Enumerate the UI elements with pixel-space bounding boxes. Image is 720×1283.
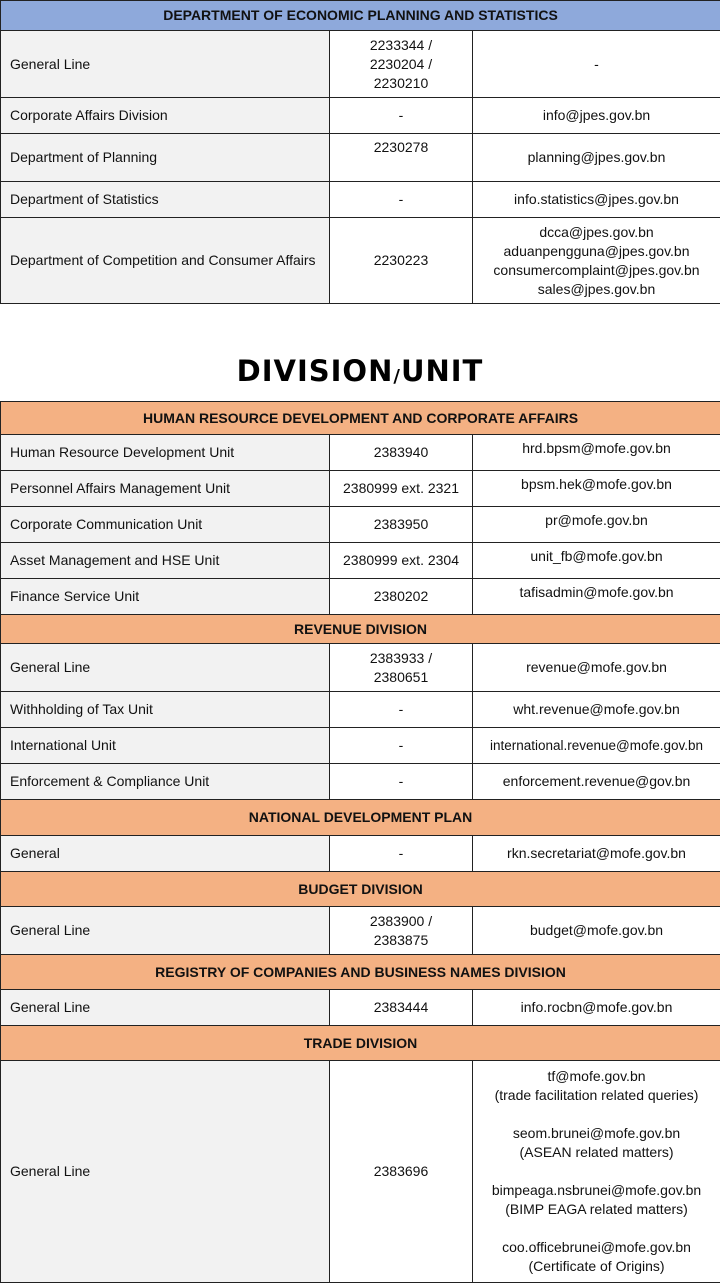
email-address[interactable]: hrd.bpsm@mofe.gov.bn xyxy=(473,435,720,471)
table-row xyxy=(1,728,720,764)
unit-name: General Line xyxy=(1,907,330,955)
table-row xyxy=(1,907,720,955)
section-header: REGISTRY OF COMPANIES AND BUSINESS NAMES DIVISION xyxy=(1,955,720,990)
phone-number: - xyxy=(330,764,473,800)
unit-name: General Line xyxy=(1,1061,330,1283)
email-address[interactable]: pr@mofe.gov.bn xyxy=(473,507,720,543)
phone-number: 2383900 / 2383875 xyxy=(330,907,473,955)
phone-number: - xyxy=(330,728,473,764)
phone-number: - xyxy=(330,836,473,872)
email-address[interactable]: international.revenue@mofe.gov.bn xyxy=(473,728,720,764)
phone-number: 2230223 xyxy=(330,218,473,304)
email-address[interactable]: budget@mofe.gov.bn xyxy=(473,907,720,955)
table-row xyxy=(1,218,720,304)
phone-number: 2380999 ext. 2304 xyxy=(330,543,473,579)
unit-name: Department of Planning xyxy=(1,134,330,182)
email-address[interactable]: info.statistics@jpes.gov.bn xyxy=(473,182,720,218)
email-address: - xyxy=(473,31,720,98)
table-row xyxy=(1,435,720,471)
section-header: REVENUE DIVISION xyxy=(1,615,720,644)
phone-number: 2380999 ext. 2321 xyxy=(330,471,473,507)
table-row xyxy=(1,471,720,507)
section-header: NATIONAL DEVELOPMENT PLAN xyxy=(1,800,720,836)
phone-number: 2383696 xyxy=(330,1061,473,1283)
unit-name: Personnel Affairs Management Unit xyxy=(1,471,330,507)
table-row xyxy=(1,31,720,98)
email-address[interactable]: enforcement.revenue@gov.bn xyxy=(473,764,720,800)
unit-name: Human Resource Development Unit xyxy=(1,435,330,471)
unit-name: Finance Service Unit xyxy=(1,579,330,615)
page-title: DIVISION/UNIT xyxy=(0,354,720,388)
table-row xyxy=(1,182,720,218)
unit-name: Department of Competition and Consumer Affairs xyxy=(1,218,330,304)
email-address[interactable]: revenue@mofe.gov.bn xyxy=(473,644,720,692)
email-address[interactable]: wht.revenue@mofe.gov.bn xyxy=(473,692,720,728)
table-row xyxy=(1,1061,720,1283)
section-header: HUMAN RESOURCE DEVELOPMENT AND CORPORATE AFFAIRS xyxy=(1,402,720,435)
phone-number: 2383950 xyxy=(330,507,473,543)
division-table xyxy=(0,401,720,1283)
unit-name: Withholding of Tax Unit xyxy=(1,692,330,728)
phone-number: 2380202 xyxy=(330,579,473,615)
email-address[interactable]: dcca@jpes.gov.bn aduanpengguna@jpes.gov.bn consumercomplaint@jpes.gov.bn sales@jpes.gov.bn xyxy=(473,218,720,304)
table-row xyxy=(1,644,720,692)
phone-number: 2230278 xyxy=(330,134,473,182)
unit-name: General Line xyxy=(1,31,330,98)
unit-name: Department of Statistics xyxy=(1,182,330,218)
unit-name: General Line xyxy=(1,644,330,692)
table-row xyxy=(1,836,720,872)
phone-number: 2383933 / 2380651 xyxy=(330,644,473,692)
unit-name: Corporate Affairs Division xyxy=(1,98,330,134)
unit-name: Corporate Communication Unit xyxy=(1,507,330,543)
phone-number: 2233344 / 2230204 / 2230210 xyxy=(330,31,473,98)
email-address[interactable]: tf@mofe.gov.bn (trade facilitation related queries) seom.brunei@mofe.gov.bn (ASEAN related matters) bimpeaga.nsbrunei@mofe.gov.bn (BIMP EAGA related matters) coo.officebrunei@mofe.gov.bn (Certificate of Origins) xyxy=(473,1061,720,1283)
table-row xyxy=(1,543,720,579)
section-header: BUDGET DIVISION xyxy=(1,872,720,907)
email-address[interactable]: info.rocbn@mofe.gov.bn xyxy=(473,990,720,1026)
phone-number: - xyxy=(330,182,473,218)
table-row xyxy=(1,692,720,728)
phone-number: - xyxy=(330,98,473,134)
unit-name: International Unit xyxy=(1,728,330,764)
table-row xyxy=(1,579,720,615)
unit-name: Asset Management and HSE Unit xyxy=(1,543,330,579)
unit-name: Enforcement & Compliance Unit xyxy=(1,764,330,800)
jpes-table xyxy=(0,0,720,304)
phone-number: - xyxy=(330,692,473,728)
email-address[interactable]: tafisadmin@mofe.gov.bn xyxy=(473,579,720,615)
phone-number: 2383940 xyxy=(330,435,473,471)
unit-name: General Line xyxy=(1,990,330,1026)
phone-number: 2383444 xyxy=(330,990,473,1026)
table-row xyxy=(1,764,720,800)
email-address[interactable]: info@jpes.gov.bn xyxy=(473,98,720,134)
email-address[interactable]: bpsm.hek@mofe.gov.bn xyxy=(473,471,720,507)
table-row xyxy=(1,507,720,543)
email-address[interactable]: rkn.secretariat@mofe.gov.bn xyxy=(473,836,720,872)
email-address[interactable]: planning@jpes.gov.bn xyxy=(473,134,720,182)
table-row xyxy=(1,990,720,1026)
email-address[interactable]: unit_fb@mofe.gov.bn xyxy=(473,543,720,579)
table-row xyxy=(1,98,720,134)
section-header: DEPARTMENT OF ECONOMIC PLANNING AND STATISTICS xyxy=(1,1,720,31)
section-header: TRADE DIVISION xyxy=(1,1026,720,1061)
unit-name: General xyxy=(1,836,330,872)
table-row xyxy=(1,134,720,182)
